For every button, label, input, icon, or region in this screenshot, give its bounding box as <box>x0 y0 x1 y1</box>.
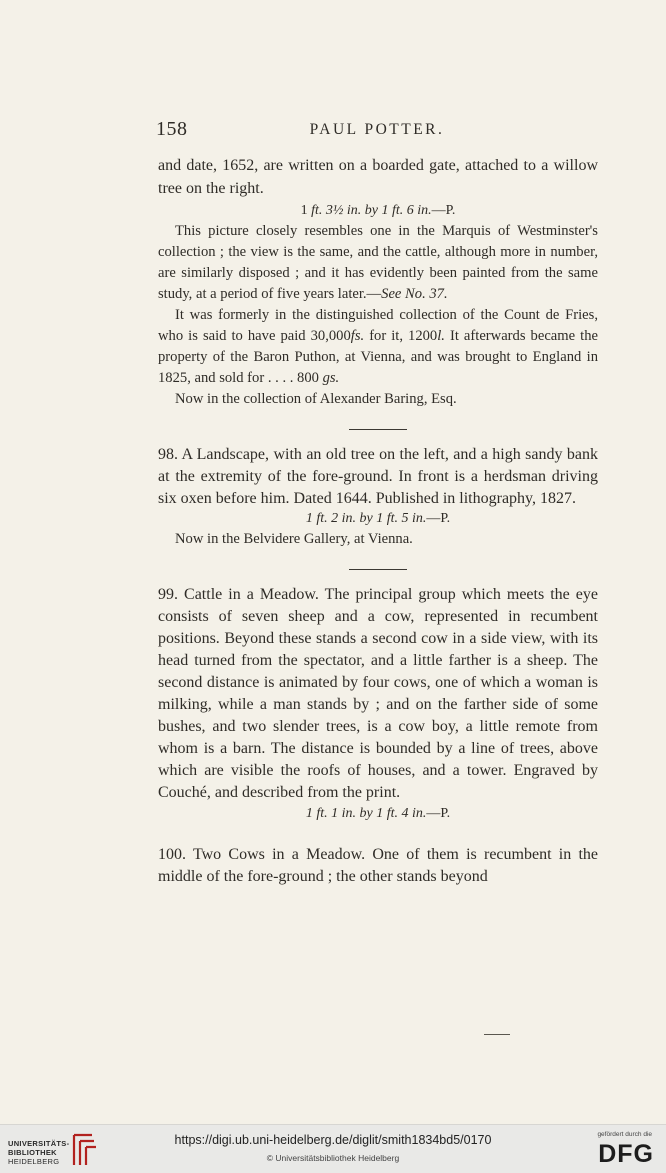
paragraph-continuation: and date, 1652, are written on a boarded gate, attached to a willow tree on the right. <box>158 157 598 197</box>
current-location: Now in the collection of Alexander Baring, Esq. <box>175 391 457 407</box>
dimensions-line: 1 ft. 2 in. by 1 ft. 5 in.—P. <box>305 511 451 527</box>
paragraph-comparison: This picture closely resembles one in the Marquis of Westminster's collection ; the view is the same, and the cattle, although more in number, are similarly disposed ; and it has evidently been painted from the same study, at a period of five years later.—See No. 37. <box>158 223 598 302</box>
paragraph-provenance: It was formerly in the distinguished collection of the Count de Fries, who is said to have paid 30,000fs. for it, 1200l. It afterwards became the property of the Baron Puthon, at Vienna, and was brought to England in 1825, and sold for . . . . 800 gs. <box>158 307 598 386</box>
section-divider <box>349 569 407 570</box>
catchword-mark <box>484 1034 510 1035</box>
dfg-logo: DFG <box>598 1140 654 1168</box>
copyright-notice: © Universitätsbibliothek Heidelberg <box>266 1153 400 1163</box>
dimensions-line: 1 ft. 3½ in. by 1 ft. 6 in.—P. <box>300 203 456 218</box>
section-divider <box>349 429 407 430</box>
page-number: 158 <box>156 118 188 140</box>
permalink-url[interactable]: https://digi.ub.uni-heidelberg.de/diglit/smith1834bd5/0170 <box>174 1133 492 1147</box>
current-location: Now in the Belvidere Gallery, at Vienna. <box>175 531 413 548</box>
entry-98: 98. A Landscape, with an old tree on the left, and a high sandy bank at the extremity of the fore-ground. In front is a herdsman driving six oxen before him. Dated 1644. Published in lithography, 1827. <box>158 446 598 507</box>
page-header <box>156 118 598 140</box>
viewer-footer <box>0 1124 666 1173</box>
dimensions-line: 1 ft. 1 in. by 1 ft. 4 in.—P. <box>305 806 451 822</box>
page-text <box>158 154 598 888</box>
funding-note: gefördert durch die <box>597 1131 652 1138</box>
running-head: PAUL POTTER. <box>309 121 445 138</box>
library-logo: UNIVERSITÄTS- BIBLIOTHEK HEIDELBERG <box>8 1139 70 1166</box>
entry-100: 100. Two Cows in a Meadow. One of them is recumbent in the middle of the fore-ground ; the other stands beyond <box>158 846 598 886</box>
entry-99: 99. Cattle in a Meadow. The principal group which meets the eye consists of seven sheep and a cow, represented in recumbent positions. Beyond these stands a second cow in a side view, with its head turned from the spectator, and a little farther is a sheep. The second distance is animated by four cows, one of which a woman is milking, while a man stands by ; and on the farther side of some bushes, and two slender trees, is a cow boy, a little remote from whom is a barn. The distance is bounded by a line of trees, above which are visible the roofs of houses, and a tower. Engraved by Couché, and described from the print. <box>158 586 598 802</box>
